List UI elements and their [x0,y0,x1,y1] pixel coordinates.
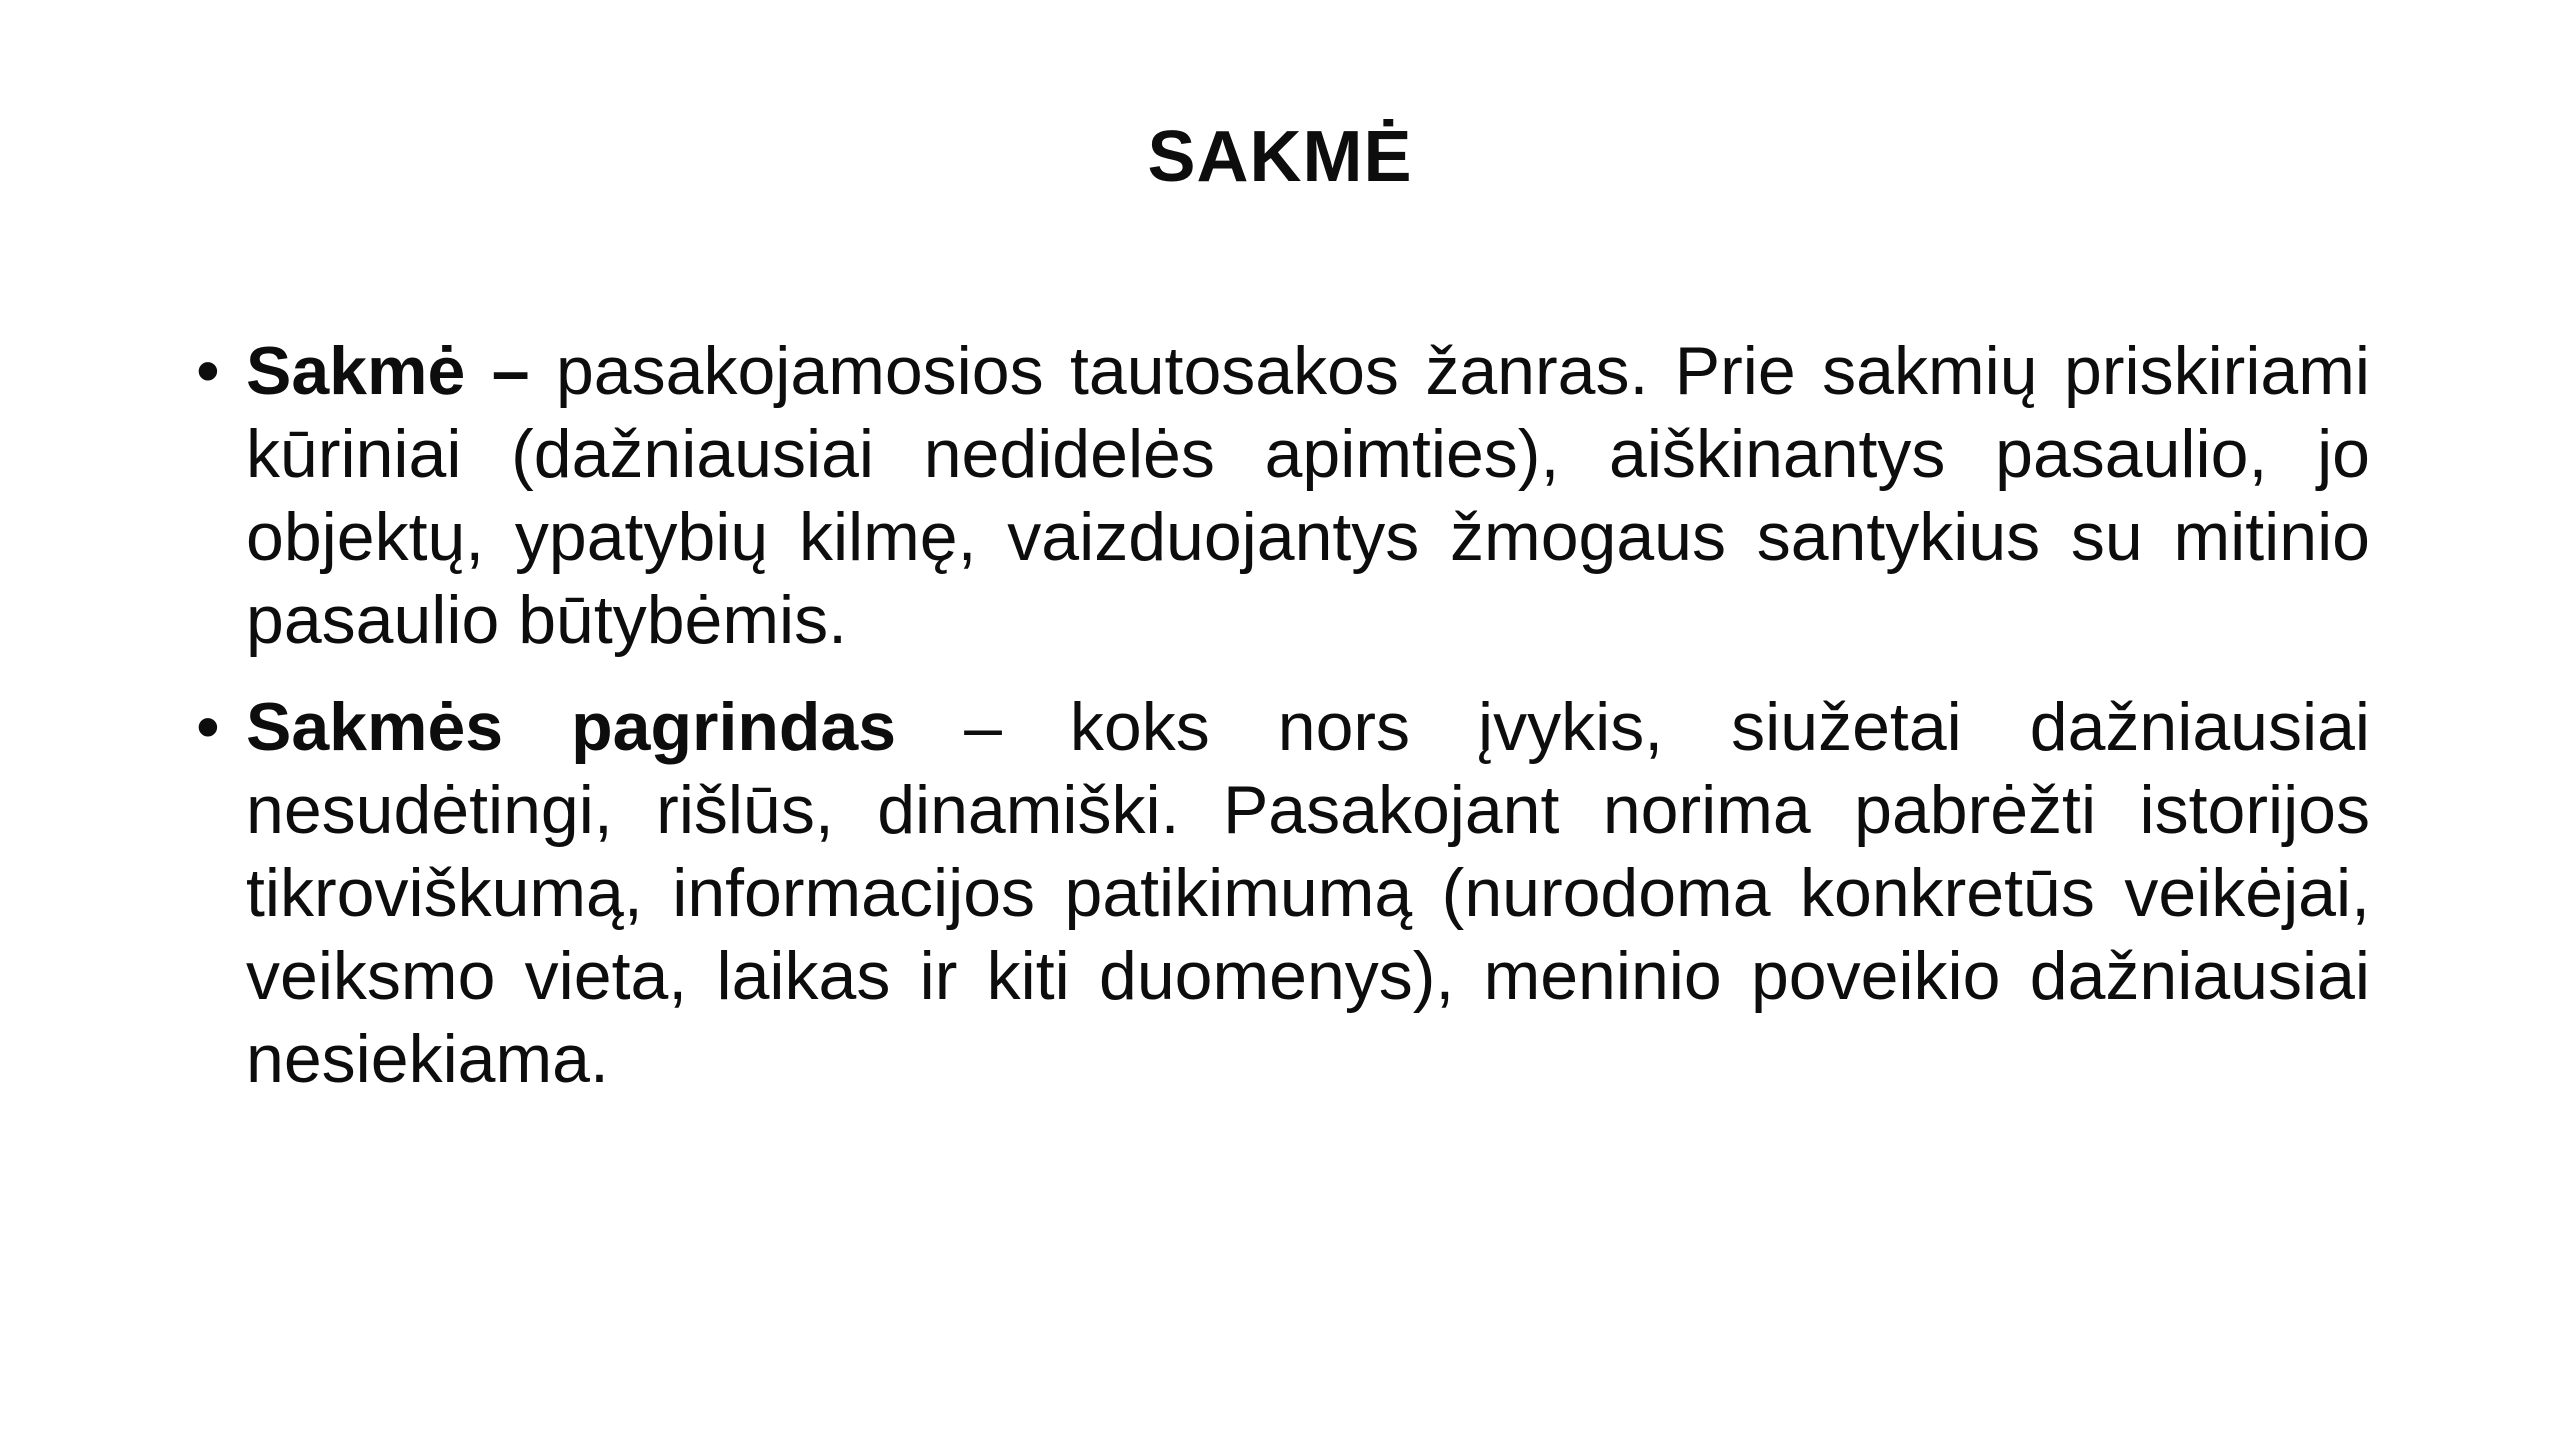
bullet-list [190,330,2370,1125]
bullet-term: Sakmė – [246,333,530,409]
bullet-text: pasakojamosios tautosakos žanras. Prie sakmių priskiriami kūriniai (dažniausiai nedidelės apimties), aiškinantys pasaulio, jo objektų, ypatybių kilmę, vaizduojantys žmogaus santykius su mitinio pasaulio būtybėmis. [246,333,2370,658]
bullet-term: Sakmės pagrindas [246,689,897,765]
bullet-item-sakmes-pagrindas [190,686,2370,1101]
bullet-dot-icon: • [196,689,220,765]
bullet-text: – koks nors įvykis, siužetai dažniausiai nesudėtingi, rišlūs, dinamiški. Pasakojant norima pabrėžti istorijos tikroviškumą, informacijos patikimumą (nurodoma konkretūs veikėjai, veiksmo vieta, laikas ir kiti duomenys), meninio poveikio dažniausiai nesiekiama. [246,689,2370,1097]
slide-title: SAKMĖ [1147,117,1413,197]
bullet-dot-icon: • [196,333,220,409]
bullet-item-sakme [190,330,2370,662]
